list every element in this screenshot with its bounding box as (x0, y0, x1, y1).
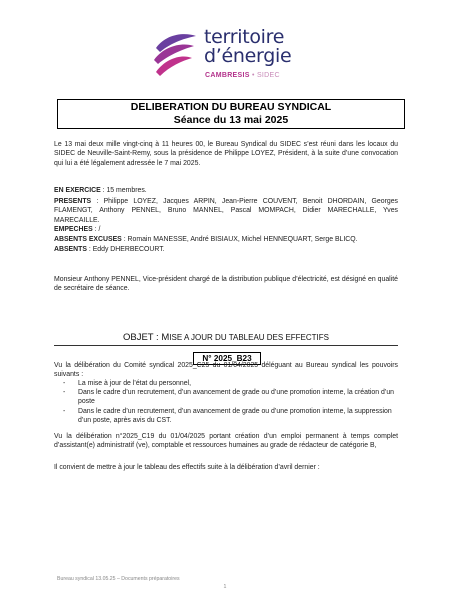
objet-underline (54, 345, 398, 346)
objet-heading (54, 332, 398, 343)
exercice-value: : 15 membres. (102, 187, 147, 194)
logo (150, 24, 310, 86)
footer-text: Bureau syndical 13.05.25 – Documents préparatoires (57, 576, 180, 582)
page-number: 1 (223, 584, 227, 590)
document-title: DELIBERATION DU BUREAU SYNDICAL (130, 101, 332, 113)
list-item: - Dans le cadre d’un recrutement, d’un avancement de grade ou d’une promotion interne, la suppression d’un poste, après avis du CST. (62, 407, 398, 425)
body-paragraph-3: Il convient de mettre à jour le tableau des effectifs suite à la délibération d’avril dernier : (54, 464, 320, 471)
body-paragraph-1: Vu la délibération du Comité syndical 2025_C25 du 01/04/2025 déléguant au Bureau syndical les pouvoirs suivants : (54, 362, 398, 379)
excuses-value: : Romain MANESSE, André BISIAUX, Michel HENNEQUART, Serge BLICQ. (123, 236, 358, 243)
logo-sub-sidec: • SIDEC (251, 72, 280, 79)
exercice-line (54, 186, 398, 195)
absents-line (54, 245, 398, 254)
logo-text-line1: territoire (204, 26, 285, 48)
body-paragraph-2: Vu la délibération n°2025_C19 du 01/04/2025 portant création d’un emploi permanent à temps complet d’assistant(e) administratif (ve), comptable et ressources humaines au grade de rédacteur de catégorie B, (54, 433, 398, 450)
excuses-line (54, 235, 398, 244)
intro-paragraph: Le 13 mai deux mille vingt-cinq à 11 heures 00, le Bureau Syndical du SIDEC s’est réuni dans les locaux du SIDEC de Neuville-Saint-Remy, sous la présidence de Philippe LOYEZ, Président, à la suite d’une convocation qui lui a été légalement adressée le 7 mai 2025. (54, 141, 398, 167)
objet-label: OBJET : (122, 332, 159, 343)
session-date: Séance du 13 mai 2025 (173, 114, 289, 126)
empeches-line (54, 225, 398, 234)
excuses-label: ABSENTS EXCUSES (54, 236, 122, 243)
list-item: - La mise à jour de l’état du personnel, (62, 379, 398, 388)
empeches-value: : / (94, 226, 101, 233)
presents-label: PRESENTS (54, 198, 92, 205)
logo-sub-cambresis: CAMBRESIS (205, 72, 250, 79)
deliberation-number: N° 2025_B23 (193, 352, 261, 365)
logo-mark-icon (150, 28, 200, 78)
list-item: - Dans le cadre d’un recrutement, d’un avancement de grade ou d’une promotion interne, la création d’un poste (62, 388, 398, 406)
exercice-label: EN EXERCICE (54, 187, 101, 194)
logo-text-line2: d’énergie (204, 45, 292, 67)
logo-subtitle (205, 72, 280, 79)
absents-label: ABSENTS (54, 246, 87, 253)
secretary-paragraph: Monsieur Anthony PENNEL, Vice-président chargé de la distribution publique d’électricité, est désigné en qualité de secrétaire de séance. (54, 276, 398, 293)
absents-value: : Eddy DHERBECOURT. (88, 246, 165, 253)
empeches-label: EMPECHES (54, 226, 93, 233)
title-box (57, 99, 405, 129)
objet-text: ISE A JOUR DU TABLEAU DES EFFECTIFS (169, 333, 330, 342)
powers-list (62, 379, 398, 425)
presents-line (54, 197, 398, 225)
objet-initial: M (161, 332, 170, 343)
presents-value: : Philippe LOYEZ, Jacques ARPIN, Jean-Pierre COUVENT, Benoit DHORDAIN, Georges FLAMENGT, Anthony PENNEL, Bruno MANNEL, Pascal MOMPACH, Didier MARECHALLE, Yves MARECAILLE. (54, 198, 398, 224)
